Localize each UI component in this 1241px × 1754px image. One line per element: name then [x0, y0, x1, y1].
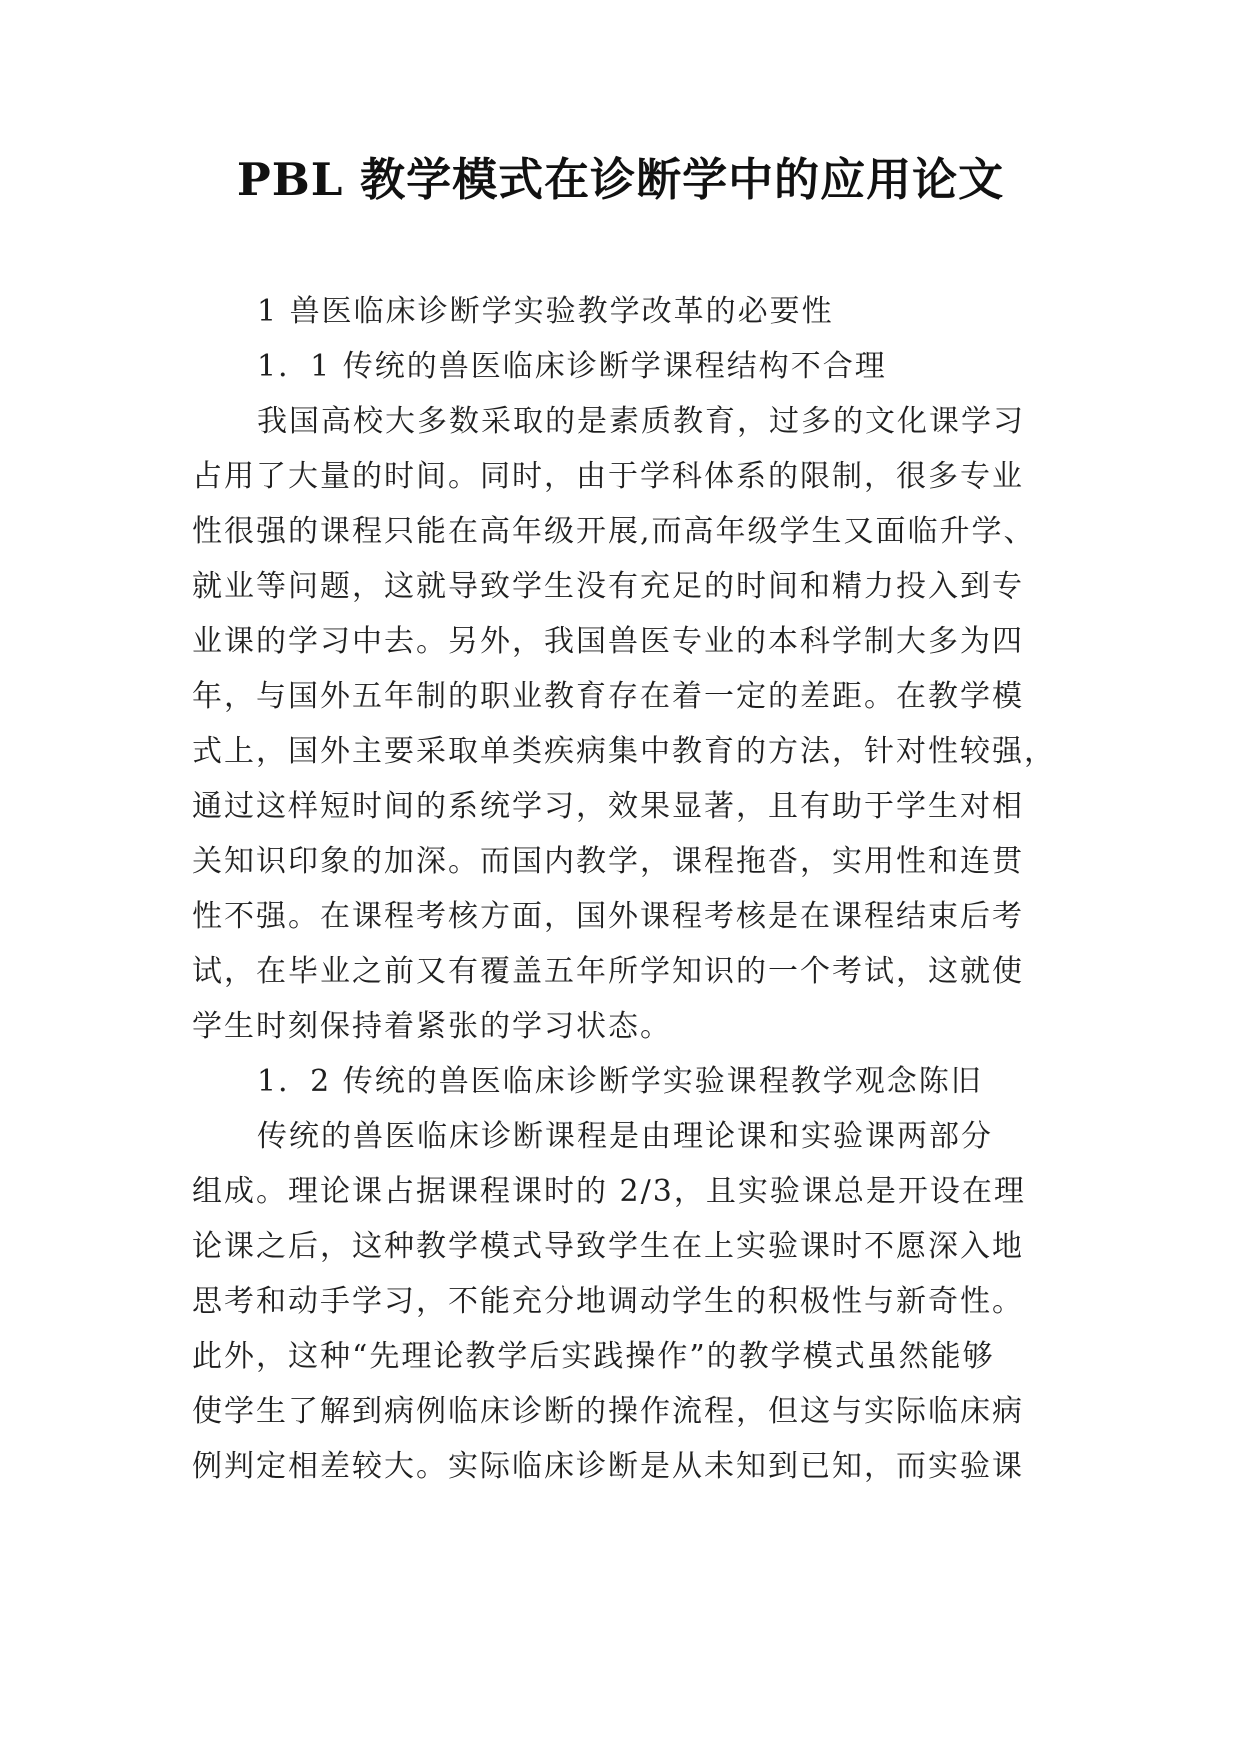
body-text-line: 学生时刻保持着紧张的学习状态。: [192, 1009, 672, 1044]
body-text-line: 试，在毕业之前又有覆盖五年所学知识的一个考试，这就使: [192, 954, 1024, 989]
page-title: PBL 教学模式在诊断学中的应用论文: [236, 153, 1005, 206]
body-text-line: 关知识印象的加深。而国内教学，课程拖沓，实用性和连贯: [192, 844, 1024, 879]
body-text-line: 业课的学习中去。另外，我国兽医专业的本科学制大多为四: [192, 624, 1024, 659]
body-text-line: 性不强。在课程考核方面，国外课程考核是在课程结束后考: [192, 899, 1024, 934]
body-text-line: 占用了大量的时间。同时，由于学科体系的限制，很多专业: [192, 459, 1024, 494]
body-text-line: 论课之后，这种教学模式导致学生在上实验课时不愿深入地: [192, 1229, 1024, 1264]
body-text-line: 我国高校大多数采取的是素质教育，过多的文化课学习: [257, 404, 1025, 439]
body-text-line: 传统的兽医临床诊断课程是由理论课和实验课两部分: [257, 1119, 993, 1154]
body-text-line: 式上，国外主要采取单类疾病集中教育的方法，针对性较强，: [192, 734, 1056, 769]
body-text-line: 1 兽医临床诊断学实验教学改革的必要性: [257, 294, 834, 329]
body-text-line: 就业等问题，这就导致学生没有充足的时间和精力投入到专: [192, 569, 1024, 604]
body-text-line: 性很强的课程只能在高年级开展,而高年级学生又面临升学、: [192, 514, 1036, 549]
document-body: [192, 284, 1062, 1494]
body-text-line: 1．1 传统的兽医临床诊断学课程结构不合理: [257, 349, 887, 384]
body-text-line: 1．2 传统的兽医临床诊断学实验课程教学观念陈旧: [257, 1064, 983, 1099]
body-text-line: 通过这样短时间的系统学习，效果显著，且有助于学生对相: [192, 789, 1024, 824]
body-text-line: 年，与国外五年制的职业教育存在着一定的差距。在教学模: [192, 679, 1024, 714]
body-text-line: 例判定相差较大。实际临床诊断是从未知到已知，而实验课: [192, 1449, 1024, 1484]
body-text-line: 此外，这种“先理论教学后实践操作”的教学模式虽然能够: [192, 1339, 995, 1374]
body-text-line: 思考和动手学习，不能充分地调动学生的积极性与新奇性。: [192, 1284, 1024, 1319]
body-text-line: 使学生了解到病例临床诊断的操作流程，但这与实际临床病: [192, 1394, 1024, 1429]
body-text-line: 组成。理论课占据课程课时的 2/3，且实验课总是开设在理: [192, 1174, 1026, 1209]
